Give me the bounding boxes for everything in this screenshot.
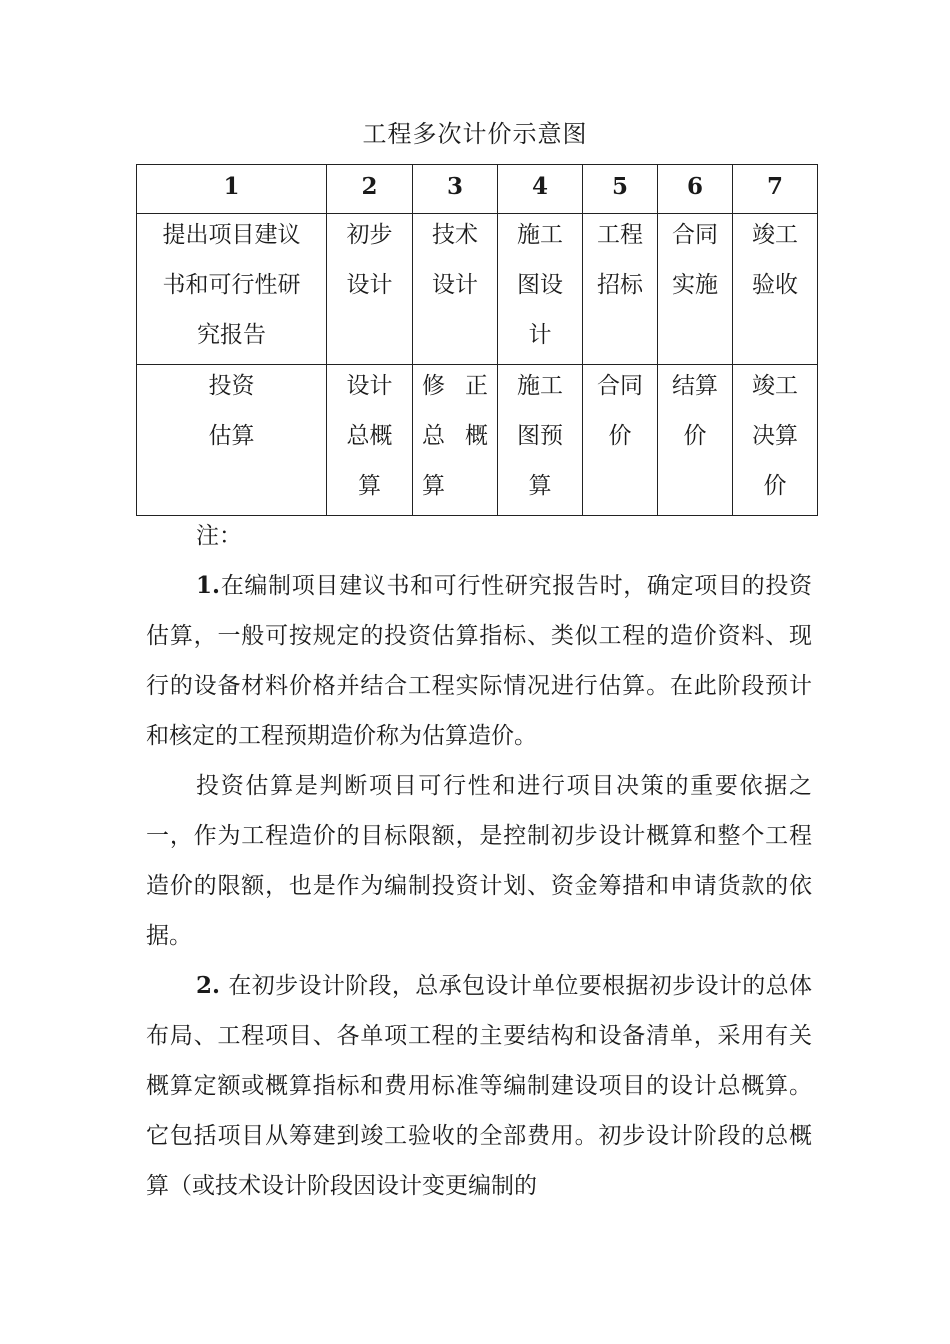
cost-text: 结算 价 xyxy=(672,373,718,449)
paragraph xyxy=(146,961,812,1211)
table-cell xyxy=(137,365,327,516)
paragraph-number: 2. xyxy=(196,972,229,999)
column-header: 3 xyxy=(413,165,498,214)
column-header: 5 xyxy=(583,165,658,214)
paragraph-text: 在初步设计阶段，总承包设计单位要根据初步设计的总体布局、工程项目、各单项工程的主要结构和设备清单，采用有关概算定额或概算指标和费用标准等编制建设项目的设计总概算。它包括项目从筹建到竣工验收的全部费用。初步设计阶段的总概算（或技术设计阶段因设计变更编制的 xyxy=(146,973,813,1199)
column-header: 6 xyxy=(658,165,733,214)
table-cell xyxy=(583,214,658,365)
stage-text: 技术 设计 xyxy=(432,222,478,298)
table-cell xyxy=(137,214,327,365)
cost-text: 竣工 决算 价 xyxy=(752,373,798,499)
column-header: 1 xyxy=(137,165,327,214)
stage-text: 初步 设计 xyxy=(346,222,393,298)
stage-text: 提出项目建议 书和可行性研 究报告 xyxy=(162,222,301,348)
table-cell xyxy=(413,214,498,365)
table-cell xyxy=(498,365,583,516)
cost-text: 设计 总概 算 xyxy=(346,373,393,499)
note-label: 注： xyxy=(196,523,242,549)
table-row-stages xyxy=(137,214,818,365)
table-cell xyxy=(658,365,733,516)
table-cell xyxy=(733,365,818,516)
table-header-row xyxy=(137,165,818,214)
table-cell xyxy=(327,214,413,365)
stage-text: 合同 实施 xyxy=(672,222,718,298)
stage-text: 工程 招标 xyxy=(597,222,643,298)
multi-stage-pricing-table xyxy=(136,164,818,516)
column-header: 2 xyxy=(327,165,413,214)
paragraph xyxy=(146,761,812,961)
table-cell xyxy=(498,214,583,365)
table-cell xyxy=(733,214,818,365)
paragraph-number: 1. xyxy=(196,572,221,599)
note-body xyxy=(146,561,812,1211)
cost-text: 施工 图预 算 xyxy=(517,373,563,499)
table-cell xyxy=(413,365,498,516)
stage-text: 竣工 验收 xyxy=(752,222,798,298)
table-row-costs xyxy=(137,365,818,516)
table-cell xyxy=(327,365,413,516)
paragraph-text: 在编制项目建议书和可行性研究报告时，确定项目的投资估算，一般可按规定的投资估算指标、类似工程的造价资料、现行的设备材料价格并结合工程实际情况进行估算。在此阶段预计和核定的工程预期造价称为估算造价。 xyxy=(146,573,812,749)
table-cell xyxy=(658,214,733,365)
column-header: 7 xyxy=(733,165,818,214)
page-title: 工程多次计价示意图 xyxy=(362,120,588,148)
column-header: 4 xyxy=(498,165,583,214)
table-cell xyxy=(583,365,658,516)
cost-text: 合同 价 xyxy=(597,373,643,449)
paragraph xyxy=(146,561,812,761)
stage-text: 施工 图设 计 xyxy=(517,222,563,348)
paragraph-text: 投资估算是判断项目可行性和进行项目决策的重要依据之一，作为工程造价的目标限额，是控制初步设计概算和整个工程造价的限额，也是作为编制投资计划、资金筹措和申请货款的依据。 xyxy=(146,773,812,949)
cost-text: 投资 估算 xyxy=(208,373,255,449)
cost-text: 修正 总概 算 xyxy=(422,373,488,499)
